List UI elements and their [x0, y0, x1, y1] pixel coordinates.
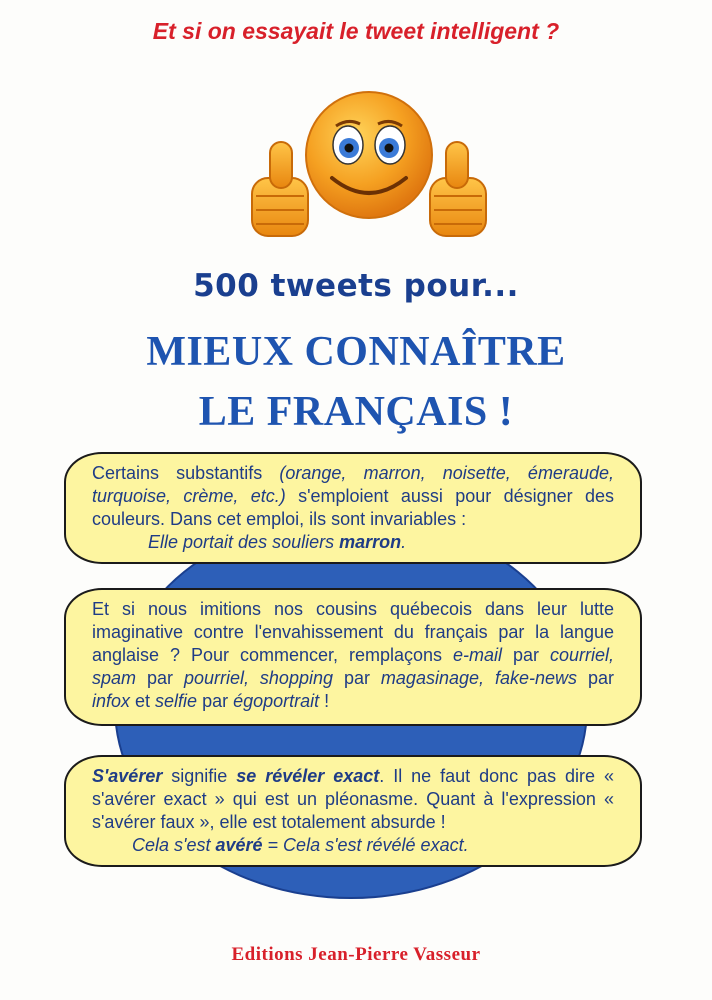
book-subtitle: 500 tweets pour... — [193, 268, 519, 304]
speech-bubble-3 — [64, 755, 642, 867]
smiley-face-icon — [306, 92, 432, 218]
bubble-1-text: Certains substantifs (orange, marron, noisette, émeraude, turquoise, crème, etc.) s'emploient aussi pour désigner des couleurs. Dans cet emploi, ils sont invariables : — [92, 463, 614, 529]
book-title-line2: LE FRANÇAIS ! — [198, 389, 514, 435]
cover-tagline: Et si on essayait le tweet intelligent ? — [152, 18, 560, 44]
bubble-2-text: Et si nous imitions nos cousins québecois dans leur lutte imaginative contre l'envahissement du français par la langue anglaise ? Pour commencer, remplaçons e-mail par courriel, spam par pourriel, shopping par magasinage, fake-news par infox et selfie par égoportrait ! — [92, 599, 614, 711]
bubble-3-text: S'avérer signifie se révéler exact. Il ne faut donc pas dire « s'avérer exact » qui est un pléonasme. Quant à l'expression « s'avérer faux », elle est totalement absurde ! — [92, 766, 614, 832]
speech-bubble-1 — [64, 452, 642, 564]
bubble-1-example: Elle portait des souliers marron. — [148, 532, 407, 552]
thumbs-up-smiley-icon — [244, 90, 494, 250]
right-thumb-icon — [430, 142, 486, 236]
bubble-3-example: Cela s'est avéré = Cela s'est révélé exact. — [132, 835, 469, 855]
left-thumb-icon — [252, 142, 308, 236]
speech-bubble-2 — [64, 588, 642, 726]
book-title-line1: MIEUX CONNAÎTRE — [146, 329, 566, 375]
publisher-name: Editions Jean-Pierre Vasseur — [231, 944, 481, 965]
